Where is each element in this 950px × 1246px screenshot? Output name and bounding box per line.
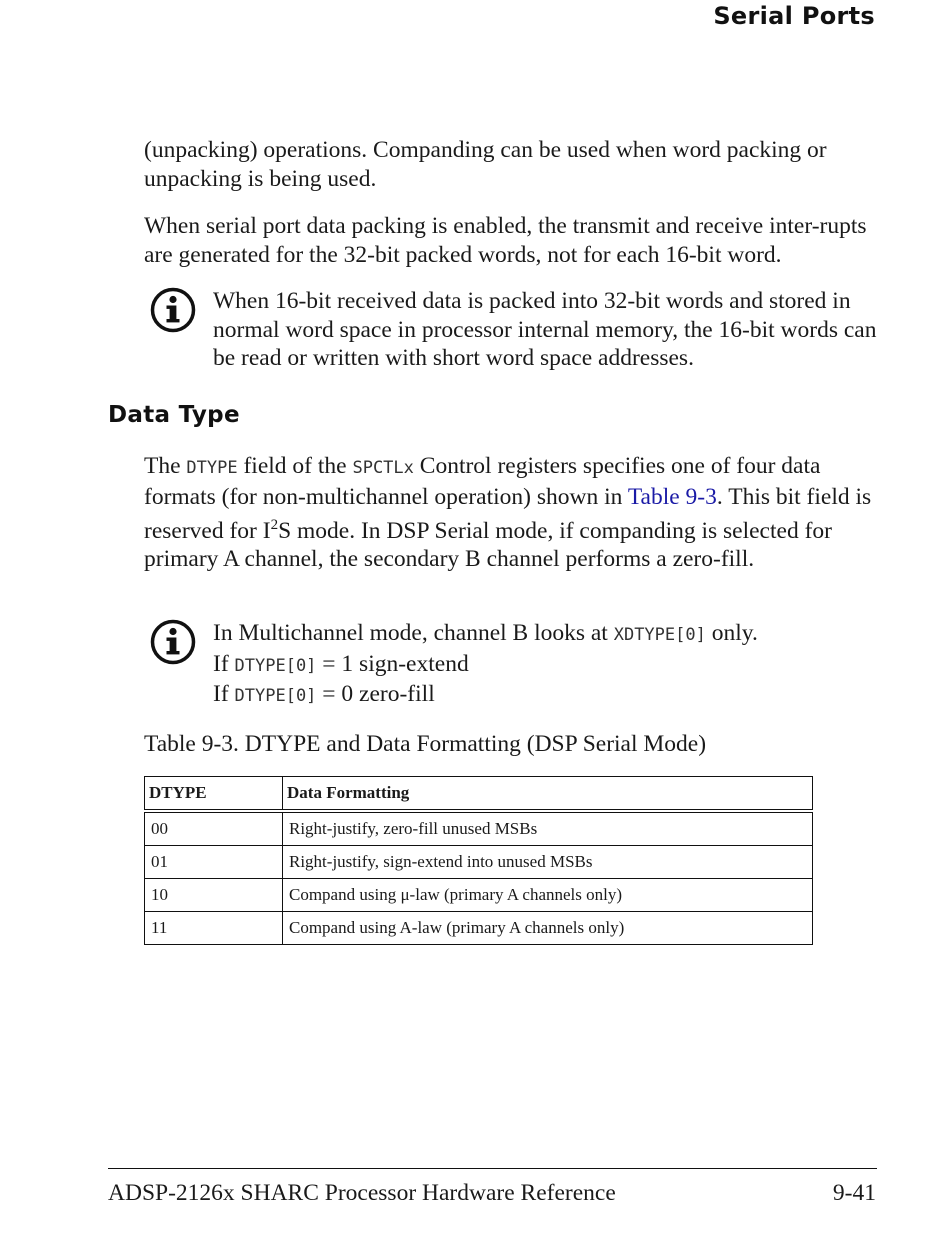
table-cell: 11 <box>145 912 283 945</box>
footer-title: ADSP-2126x SHARC Processor Hardware Reference <box>108 1180 616 1206</box>
info-icon <box>150 287 196 333</box>
running-header: Serial Ports <box>713 2 875 30</box>
table-cell: Right-justify, zero-fill unused MSBs <box>283 811 813 846</box>
footer-page-number: 9-41 <box>832 1180 876 1206</box>
info-icon <box>150 619 196 665</box>
table-cell: Compand using A-law (primary A channels only) <box>283 912 813 945</box>
table-cell: Right-justify, sign-extend into unused MSBs <box>283 846 813 879</box>
note-line-1: In Multichannel mode, channel B looks at XDTYPE[0] only. <box>213 620 758 646</box>
table-cell: 10 <box>145 879 283 912</box>
code-dtype: DTYPE <box>186 458 238 478</box>
table-cell: 00 <box>145 811 283 846</box>
table-cell: 01 <box>145 846 283 879</box>
note-line-3: If DTYPE[0] = 0 zero-fill <box>213 681 435 707</box>
paragraph-unpacking: (unpacking) operations. Companding can be used when word packing or unpacking is being used. <box>144 137 827 192</box>
note-short-word-space: When 16-bit received data is packed into 32-bit words and stored in normal word space in processor internal memory, the 16-bit words can be read or written with short word space addresses. <box>213 288 877 371</box>
table-9-3-link[interactable]: Table 9-3 <box>627 483 717 510</box>
note-multichannel-dtype <box>213 619 878 711</box>
paragraph-packing-interrupts: When serial port data packing is enabled, the transmit and receive inter-rupts are generated for the 32-bit packed words, not for each 16-bit word. <box>144 213 867 268</box>
table-header-cell: DTYPE <box>145 777 283 812</box>
table-row <box>145 846 813 879</box>
paragraph-data-type: The DTYPE field of the SPCTLx Control registers specifies one of four data formats (for non-multichannel operation) shown in Table 9-3. This bit field is reserved for $I^2S$ mode. In DSP Serial mode, if companding is selected for primary A channel, the secondary B channel performs a zero-fill. <box>144 453 872 573</box>
table-row <box>145 879 813 912</box>
note-line-2: If DTYPE[0] = 1 sign-extend <box>213 650 469 677</box>
table-header-row <box>145 777 813 812</box>
code-spctlx: SPCTLx <box>352 458 414 478</box>
table-row <box>145 811 813 846</box>
dtype-table <box>144 776 813 945</box>
section-heading-data-type: Data Type <box>108 402 240 428</box>
footer-rule <box>108 1168 877 1169</box>
table-row <box>145 912 813 945</box>
table-cell: Compand using μ-law (primary A channels only) <box>283 879 813 912</box>
table-caption: Table 9-3. DTYPE and Data Formatting (DSP Serial Mode) <box>144 731 707 757</box>
table-header-cell: Data Formatting <box>283 777 813 812</box>
